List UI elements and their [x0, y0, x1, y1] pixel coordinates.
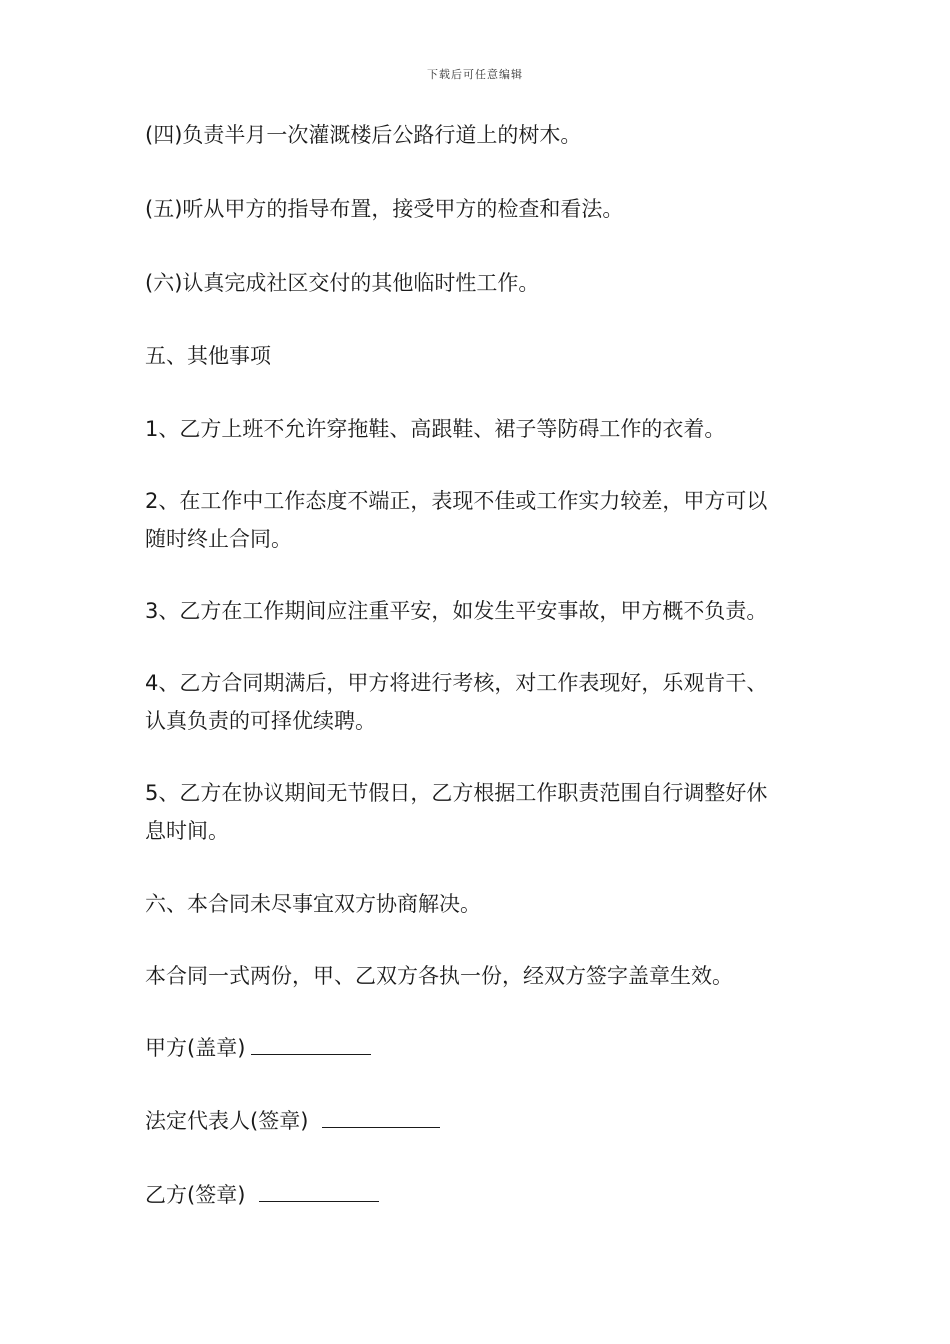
signature-label: 乙方(签章)	[145, 1183, 246, 1207]
clause-2	[145, 482, 815, 558]
signature-blank-line	[259, 1177, 379, 1202]
paragraph-line: (五)听从甲方的指导布置，接受甲方的检查和看法。	[145, 197, 624, 221]
paragraph-line: 2、在工作中工作态度不端正，表现不佳或工作实力较差，甲方可以	[145, 489, 768, 513]
paragraph-line: 息时间。	[145, 819, 229, 843]
signature-label: 法定代表人(签章)	[145, 1109, 309, 1133]
section-heading-other-matters	[145, 337, 815, 375]
signature-party-a	[145, 1029, 815, 1067]
signature-blank-line	[322, 1103, 440, 1128]
paragraph-line: 六、本合同未尽事宜双方协商解决。	[145, 892, 481, 916]
clause-5	[145, 774, 815, 850]
clause-4	[145, 664, 815, 740]
signature-party-b	[145, 1176, 815, 1214]
section-heading-unresolved-matters	[145, 885, 815, 923]
paragraph-line: 本合同一式两份，甲、乙双方各执一份，经双方签字盖章生效。	[145, 964, 733, 988]
paragraph-item-5	[145, 190, 815, 228]
signature-legal-representative	[145, 1102, 815, 1140]
signature-blank-line	[251, 1030, 371, 1055]
paragraph-item-6	[145, 264, 815, 302]
paragraph-line: 1、乙方上班不允许穿拖鞋、高跟鞋、裙子等防碍工作的衣着。	[145, 417, 726, 441]
signature-label: 甲方(盖章)	[145, 1036, 246, 1060]
paragraph-line: 5、乙方在协议期间无节假日，乙方根据工作职责范围自行调整好休	[145, 781, 768, 805]
paragraph-item-4	[145, 116, 815, 154]
paragraph-line: 五、其他事项	[145, 344, 271, 368]
paragraph-line: (六)认真完成社区交付的其他临时性工作。	[145, 271, 540, 295]
clause-1	[145, 410, 815, 448]
paragraph-line: (四)负责半月一次灌溉楼后公路行道上的树木。	[145, 123, 582, 147]
paragraph-line: 4、乙方合同期满后，甲方将进行考核，对工作表现好，乐观肯干、	[145, 671, 768, 695]
paragraph-line: 3、乙方在工作期间应注重平安，如发生平安事故，甲方概不负责。	[145, 599, 768, 623]
paragraph-line: 认真负责的可择优续聘。	[145, 709, 376, 733]
clause-3	[145, 592, 815, 630]
paragraph-line: 随时终止合同。	[145, 527, 292, 551]
page-header: 下载后可任意编辑	[427, 68, 523, 81]
copies-statement	[145, 957, 815, 995]
